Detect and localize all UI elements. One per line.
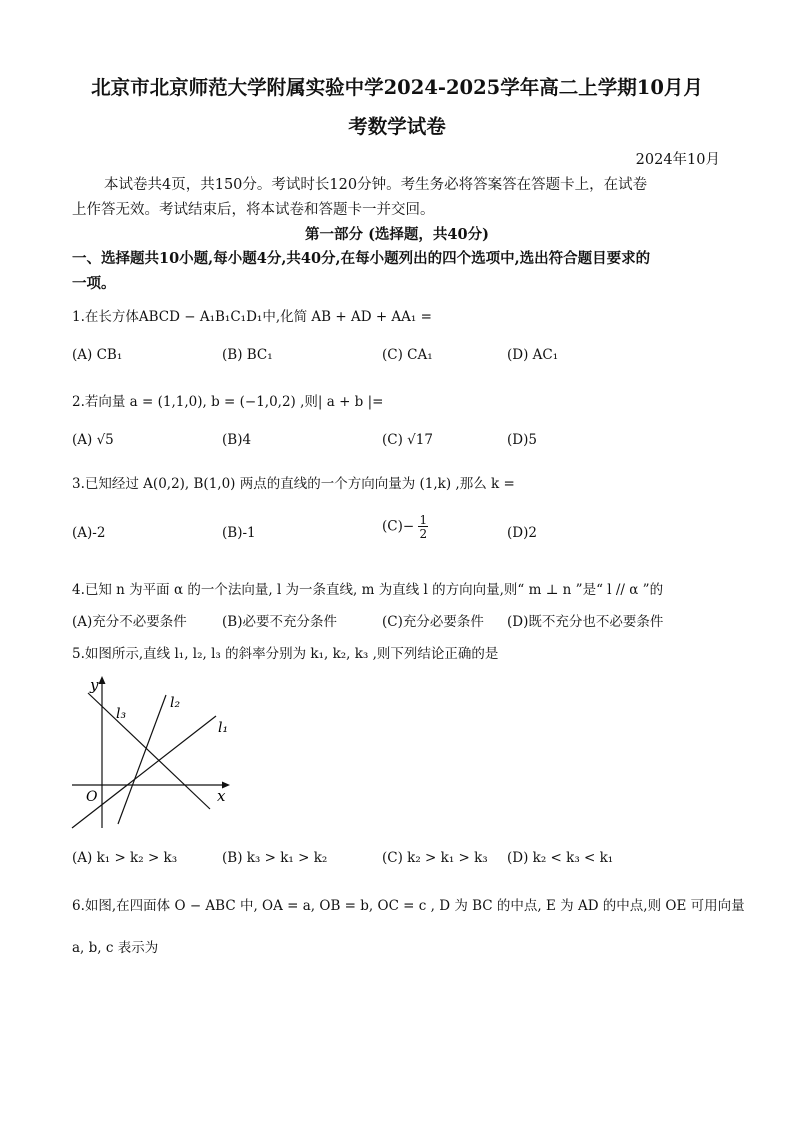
question-4-option-d[interactable]: (D)既不充分也不必要条件 [507, 614, 664, 630]
y-axis-label: y [90, 676, 99, 694]
exam-title-line1: 北京市北京师范大学附属实验中学2024-2025学年高二上学期10月月 [91, 76, 703, 99]
question-5-option-b[interactable]: (B) k₃ > k₁ > k₂ [222, 850, 328, 866]
question-2-text: 2.若向量 a = (1,1,0), b = (−1,0,2) ,则| a + b |= [72, 394, 384, 410]
question-5-option-a[interactable]: (A) k₁ > k₂ > k₃ [72, 850, 178, 866]
part1-heading: 第一部分 (选择题，共40分) [305, 226, 489, 243]
y-axis-arrow [99, 676, 106, 684]
question-5-figure [70, 668, 240, 838]
question-4-text: 4.已知 n 为平面 α 的一个法向量, l 为一条直线, m 为直线 l 的方向向量,则“ m ⊥ n ”是“ l // α ”的 [72, 582, 664, 598]
fraction-denominator: 2 [419, 527, 428, 541]
question-3-option-c[interactable] [382, 514, 428, 540]
exam-title-line2: 考数学试卷 [348, 115, 446, 138]
question-3-option-a[interactable]: (A)-2 [72, 525, 106, 541]
question-4-option-a[interactable]: (A)充分不必要条件 [72, 614, 187, 630]
intro-line-1: 本试卷共4页，共150分。考试时长120分钟。考生务必将答案答在答题卡上，在试卷 [104, 177, 648, 193]
question-4-option-c[interactable]: (C)充分必要条件 [382, 614, 484, 630]
question-1-text: 1.在长方体ABCD − A₁B₁C₁D₁中,化简 AB + AD + AA₁ = [72, 309, 432, 325]
question-1-option-d[interactable]: (D) AC₁ [507, 347, 559, 363]
line-l3 [88, 693, 210, 809]
exam-date: 2024年10月 [635, 152, 720, 168]
question-3-option-c-fraction [418, 514, 428, 540]
question-6-text-line-2: a, b, c 表示为 [72, 940, 159, 956]
l3-label: l₃ [116, 706, 127, 722]
question-4-option-b[interactable]: (B)必要不充分条件 [222, 614, 337, 630]
question-5-option-c[interactable]: (C) k₂ > k₁ > k₃ [382, 850, 488, 866]
question-2-option-d[interactable]: (D)5 [507, 432, 537, 448]
l1-label: l₁ [218, 720, 229, 736]
l2-label: l₂ [170, 695, 181, 711]
question-1-option-a[interactable]: (A) CB₁ [72, 347, 123, 363]
x-axis-label: x [217, 787, 226, 805]
intro-line-2: 上作答无效。考试结束后，将本试卷和答题卡一并交回。 [72, 202, 435, 218]
question-1-option-b[interactable]: (B) BC₁ [222, 347, 273, 363]
question-2-option-c[interactable]: (C) √17 [382, 432, 433, 448]
part1-instruction-line-2: 一项。 [72, 275, 116, 292]
part1-instruction-line-1: 一、选择题共10小题,每小题4分,共40分,在每小题列出的四个选项中,选出符合题目要求的 [72, 250, 651, 267]
question-5-text: 5.如图所示,直线 l₁, l₂, l₃ 的斜率分别为 k₁, k₂, k₃ ,则下列结论正确的是 [72, 646, 499, 662]
fraction-numerator: 1 [419, 513, 428, 527]
line-l1 [72, 716, 216, 828]
question-1-option-c[interactable]: (C) CA₁ [382, 347, 433, 363]
question-3-option-d[interactable]: (D)2 [507, 525, 537, 541]
question-6-text-line-1: 6.如图,在四面体 O − ABC 中, OA = a, OB = b, OC = c , D 为 BC 的中点, E 为 AD 的中点,则 OE 可用向量 [72, 898, 745, 914]
question-5-option-d[interactable]: (D) k₂ < k₃ < k₁ [507, 850, 614, 866]
question-3-option-b[interactable]: (B)-1 [222, 525, 256, 541]
question-3-text: 3.已知经过 A(0,2), B(1,0) 两点的直线的一个方向向量为 (1,k) ,那么 k = [72, 476, 515, 492]
question-2-option-a[interactable]: (A) √5 [72, 432, 114, 448]
question-3-option-c-prefix: (C)− [382, 518, 415, 535]
question-2-option-b[interactable]: (B)4 [222, 432, 252, 448]
origin-label: O [86, 789, 98, 805]
